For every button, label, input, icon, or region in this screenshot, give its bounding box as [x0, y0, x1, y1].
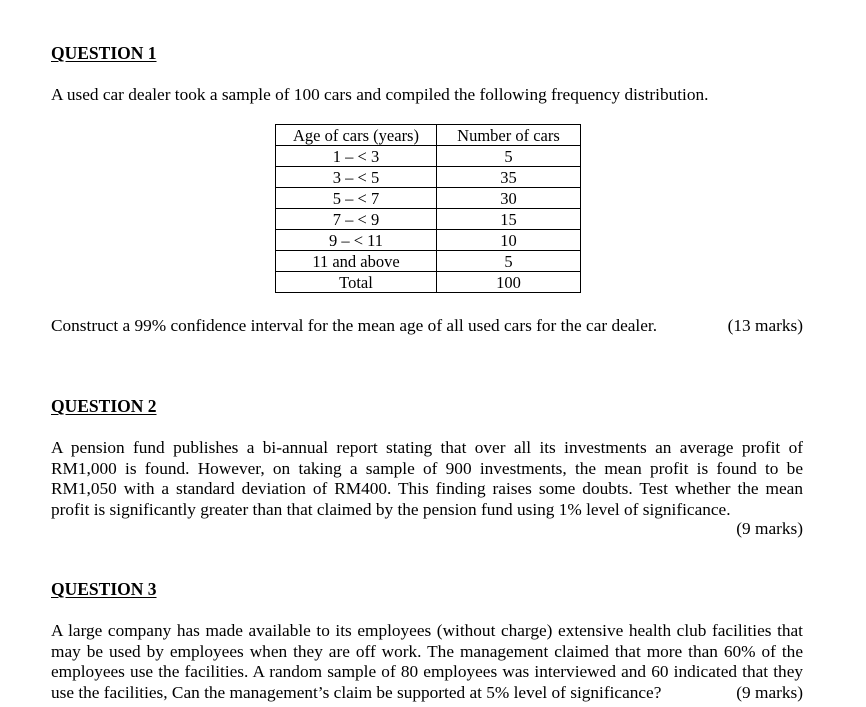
table-cell-total-value: 100	[437, 272, 581, 293]
frequency-table	[275, 124, 581, 293]
question-1-intro: A used car dealer took a sample of 100 cars and compiled the following frequency distribution.	[51, 85, 709, 104]
table-row	[276, 167, 581, 188]
table-row	[276, 209, 581, 230]
table-cell-count: 5	[437, 251, 581, 272]
question-2-text: A pension fund publishes a bi-annual report stating that over all its investments an average profit of RM1,000 is found. However, on taking a sample of 900 investments, the mean profit is found to be RM1,050 with a standard deviation of RM400. This finding raises some doubts. Test whether the mean profit is significantly greater than that claimed by the pension fund using 1% level of significance.	[51, 438, 803, 519]
table-row	[276, 188, 581, 209]
table-row	[276, 230, 581, 251]
table-cell-count: 35	[437, 167, 581, 188]
table-row	[276, 251, 581, 272]
question-1-marks: (13 marks)	[727, 316, 803, 335]
table-header-age: Age of cars (years)	[276, 125, 437, 146]
table-cell-age: 1 – < 3	[276, 146, 437, 167]
table-cell-count: 15	[437, 209, 581, 230]
table-cell-age: 7 – < 9	[276, 209, 437, 230]
table-cell-count: 5	[437, 146, 581, 167]
table-cell-age: 11 and above	[276, 251, 437, 272]
question-3-body: A large company has made available to its employees (without charge) extensive health club facilities that may be used by employees when they are off work. The management claimed that more than 60% of the employees use the facilities. A random sample of 80 employees was interviewed and 60 indicated that they use the facilities, Can the management’s claim be supported at 5% level of significance?	[51, 621, 803, 702]
question-1-task-line	[51, 316, 803, 337]
table-header-row	[276, 125, 581, 146]
table-row-total	[276, 272, 581, 293]
table-cell-count: 10	[437, 230, 581, 251]
table-cell-total-label: Total	[276, 272, 437, 293]
table-cell-age: 5 – < 7	[276, 188, 437, 209]
table-cell-age: 9 – < 11	[276, 230, 437, 251]
table-header-count: Number of cars	[437, 125, 581, 146]
table-cell-age: 3 – < 5	[276, 167, 437, 188]
question-1-task: Construct a 99% confidence interval for the mean age of all used cars for the car dealer.	[51, 316, 658, 335]
question-1-title: QUESTION 1	[51, 43, 157, 63]
question-3-marks: (9 marks)	[736, 682, 803, 702]
question-3-title: QUESTION 3	[51, 579, 157, 599]
table-row	[276, 146, 581, 167]
question-2-marks: (9 marks)	[736, 519, 803, 538]
table-cell-count: 30	[437, 188, 581, 209]
question-3-text	[51, 621, 803, 703]
question-2-title: QUESTION 2	[51, 396, 157, 416]
